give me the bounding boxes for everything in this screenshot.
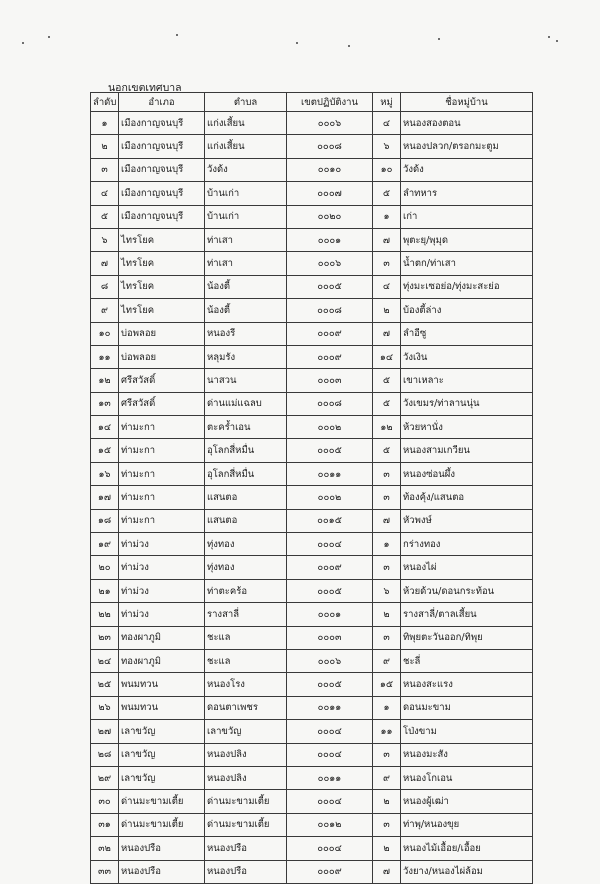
code-cell: ๐๐๐๕	[287, 275, 373, 298]
header-moo: หมู่	[373, 93, 401, 112]
row-number: ๑๔	[91, 416, 119, 439]
village-cell: หนองผู้เฒ่า	[401, 790, 533, 813]
moo-cell: ๔	[373, 112, 401, 135]
moo-cell: ๑๔	[373, 345, 401, 368]
subdistrict-cell: ด่านมะขามเตี้ย	[205, 813, 287, 836]
code-cell: ๐๐๑๒	[287, 813, 373, 836]
row-number: ๖	[91, 228, 119, 251]
table-row	[91, 556, 533, 579]
village-cell: หนองซ่อนผึ้ง	[401, 462, 533, 485]
district-cell: ท่ามะกา	[119, 462, 205, 485]
row-number: ๑๙	[91, 533, 119, 556]
row-number: ๒๓	[91, 626, 119, 649]
row-number: ๒๑	[91, 579, 119, 602]
moo-cell: ๓	[373, 626, 401, 649]
code-cell: ๐๐๒๐	[287, 205, 373, 228]
header-district: อำเภอ	[119, 93, 205, 112]
row-number: ๒๔	[91, 649, 119, 672]
village-cell: รางสาลี่/ตาลเสี้ยน	[401, 603, 533, 626]
code-cell: ๐๐๐๖	[287, 252, 373, 275]
row-number: ๓	[91, 158, 119, 181]
subdistrict-cell: ชะแล	[205, 626, 287, 649]
subdistrict-cell: หนองปลิง	[205, 743, 287, 766]
table-row	[91, 182, 533, 205]
table-row	[91, 275, 533, 298]
village-cell: วังยาง/หนองไผ่ล้อม	[401, 860, 533, 883]
row-number: ๑๖	[91, 462, 119, 485]
district-cell: ท่ามะกา	[119, 439, 205, 462]
district-cell: ไทรโยค	[119, 299, 205, 322]
code-cell: ๐๐๐๑	[287, 603, 373, 626]
moo-cell: ๒	[373, 790, 401, 813]
code-cell: ๐๐๑๑	[287, 766, 373, 789]
table-row	[91, 135, 533, 158]
district-cell: ศรีสวัสดิ์	[119, 369, 205, 392]
subdistrict-cell: น้องตี้	[205, 275, 287, 298]
code-cell: ๐๐๐๔	[287, 533, 373, 556]
table-row	[91, 766, 533, 789]
row-number: ๓๑	[91, 813, 119, 836]
village-cell: วังเขมร/ท่าลานนุ่น	[401, 392, 533, 415]
table-row	[91, 392, 533, 415]
table-row	[91, 112, 533, 135]
moo-cell: ๖	[373, 135, 401, 158]
table-row	[91, 416, 533, 439]
village-cell: หนองโกเอน	[401, 766, 533, 789]
district-cell: บ่อพลอย	[119, 345, 205, 368]
moo-cell: ๒	[373, 837, 401, 860]
subdistrict-cell: แก่งเสี้ยน	[205, 135, 287, 158]
table-row	[91, 603, 533, 626]
village-table	[90, 92, 533, 884]
moo-cell: ๓	[373, 462, 401, 485]
moo-cell: ๔	[373, 275, 401, 298]
code-cell: ๐๐๐๘	[287, 135, 373, 158]
row-number: ๑๕	[91, 439, 119, 462]
subdistrict-cell: หนองรี	[205, 322, 287, 345]
subdistrict-cell: น้องตี้	[205, 299, 287, 322]
village-cell: ห้วยหานั่ง	[401, 416, 533, 439]
village-cell: เก่า	[401, 205, 533, 228]
row-number: ๓๐	[91, 790, 119, 813]
code-cell: ๐๐๐๘	[287, 299, 373, 322]
village-cell: หนองสองตอน	[401, 112, 533, 135]
subdistrict-cell: แก่งเสี้ยน	[205, 112, 287, 135]
subdistrict-cell: หนองปรือ	[205, 837, 287, 860]
moo-cell: ๒	[373, 603, 401, 626]
code-cell: ๐๐๐๙	[287, 556, 373, 579]
district-cell: หนองปรือ	[119, 860, 205, 883]
village-cell: ทิพุยตะวันออก/ทิพุย	[401, 626, 533, 649]
village-cell: ลำอีซู	[401, 322, 533, 345]
table-row	[91, 509, 533, 532]
village-cell: เขาเหลาะ	[401, 369, 533, 392]
district-cell: ท่ามะกา	[119, 486, 205, 509]
village-cell: วังเงิน	[401, 345, 533, 368]
district-cell: เมืองกาญจนบุรี	[119, 158, 205, 181]
row-number: ๙	[91, 299, 119, 322]
district-cell: ท่ามะกา	[119, 509, 205, 532]
scan-speck	[176, 34, 178, 36]
code-cell: ๐๐๑๑	[287, 696, 373, 719]
code-cell: ๐๐๐๓	[287, 369, 373, 392]
row-number: ๕	[91, 205, 119, 228]
table-row	[91, 720, 533, 743]
moo-cell: ๓	[373, 813, 401, 836]
district-cell: ศรีสวัสดิ์	[119, 392, 205, 415]
code-cell: ๐๐๑๕	[287, 509, 373, 532]
code-cell: ๐๐๐๗	[287, 182, 373, 205]
village-cell: ท่าพุ/หนองขุย	[401, 813, 533, 836]
district-cell: เมืองกาญจนบุรี	[119, 182, 205, 205]
row-number: ๒๕	[91, 673, 119, 696]
subdistrict-cell: ตะคร้ำเอน	[205, 416, 287, 439]
code-cell: ๐๐๐๓	[287, 626, 373, 649]
village-cell: หนองปลวก/ตรอกมะตูม	[401, 135, 533, 158]
code-cell: ๐๐๐๙	[287, 345, 373, 368]
table-row	[91, 345, 533, 368]
table-row	[91, 369, 533, 392]
moo-cell: ๗	[373, 509, 401, 532]
moo-cell: ๒	[373, 299, 401, 322]
village-cell: หนองมะสัง	[401, 743, 533, 766]
header-village: ชื่อหมู่บ้าน	[401, 93, 533, 112]
table-row	[91, 252, 533, 275]
moo-cell: ๑๕	[373, 673, 401, 696]
scan-speck	[438, 38, 440, 40]
district-cell: ด่านมะขามเตี้ย	[119, 813, 205, 836]
moo-cell: ๕	[373, 439, 401, 462]
subdistrict-cell: ดอนตาเพชร	[205, 696, 287, 719]
district-cell: เลาขวัญ	[119, 720, 205, 743]
moo-cell: ๖	[373, 579, 401, 602]
code-cell: ๐๐๐๔	[287, 720, 373, 743]
row-number: ๑๑	[91, 345, 119, 368]
moo-cell: ๑	[373, 533, 401, 556]
village-cell: ชะลี่	[401, 649, 533, 672]
village-cell: ดอนมะขาม	[401, 696, 533, 719]
village-cell: ห้วยด้วน/ดอนกระท้อน	[401, 579, 533, 602]
village-cell: หนองสามเกวียน	[401, 439, 533, 462]
scan-speck	[22, 42, 24, 44]
subdistrict-cell: รางสาลี่	[205, 603, 287, 626]
village-cell: โป่งขาม	[401, 720, 533, 743]
subdistrict-cell: ทุ่งทอง	[205, 533, 287, 556]
moo-cell: ๕	[373, 392, 401, 415]
code-cell: ๐๐๐๔	[287, 790, 373, 813]
table-row	[91, 743, 533, 766]
subdistrict-cell: แสนตอ	[205, 509, 287, 532]
village-cell: ทุ่งมะเซอย่อ/ทุ่งมะสะย่อ	[401, 275, 533, 298]
district-cell: เลาขวัญ	[119, 743, 205, 766]
moo-cell: ๕	[373, 182, 401, 205]
code-cell: ๐๐๐๕	[287, 439, 373, 462]
subdistrict-cell: หลุมรัง	[205, 345, 287, 368]
section-title: นอกเขตเทศบาล	[108, 82, 182, 94]
moo-cell: ๑๒	[373, 416, 401, 439]
moo-cell: ๓	[373, 486, 401, 509]
table-row	[91, 673, 533, 696]
row-number: ๑๗	[91, 486, 119, 509]
district-cell: ไทรโยค	[119, 275, 205, 298]
village-cell: หัวพงษ์	[401, 509, 533, 532]
code-cell: ๐๐๑๑	[287, 462, 373, 485]
district-cell: ทองผาภูมิ	[119, 649, 205, 672]
code-cell: ๐๐๐๕	[287, 673, 373, 696]
subdistrict-cell: ท่าเสา	[205, 228, 287, 251]
village-cell: น้ำตก/ท่าเสา	[401, 252, 533, 275]
scan-speck	[348, 45, 350, 47]
subdistrict-cell: วังด้ง	[205, 158, 287, 181]
village-cell: หนองไม้เอื้อย/เอื้อย	[401, 837, 533, 860]
subdistrict-cell: อุโลกสี่หมื่น	[205, 439, 287, 462]
district-cell: หนองปรือ	[119, 837, 205, 860]
code-cell: ๐๐๐๙	[287, 322, 373, 345]
row-number: ๑๐	[91, 322, 119, 345]
subdistrict-cell: บ้านเก่า	[205, 182, 287, 205]
row-number: ๒๙	[91, 766, 119, 789]
table-row	[91, 626, 533, 649]
district-cell: ท่าม่วง	[119, 533, 205, 556]
header-subdistrict: ตำบล	[205, 93, 287, 112]
row-number: ๑	[91, 112, 119, 135]
row-number: ๑๘	[91, 509, 119, 532]
table-row	[91, 228, 533, 251]
table-row	[91, 462, 533, 485]
village-cell: พุตะยุ/พุมุด	[401, 228, 533, 251]
village-cell: กร่างทอง	[401, 533, 533, 556]
code-cell: ๐๐๐๒	[287, 486, 373, 509]
row-number: ๑๓	[91, 392, 119, 415]
subdistrict-cell: อุโลกสี่หมื่น	[205, 462, 287, 485]
subdistrict-cell: หนองปลิง	[205, 766, 287, 789]
code-cell: ๐๐๑๐	[287, 158, 373, 181]
district-cell: เลาขวัญ	[119, 766, 205, 789]
moo-cell: ๙	[373, 649, 401, 672]
subdistrict-cell: ด่านมะขามเตี้ย	[205, 790, 287, 813]
header-no: ลำดับ	[91, 93, 119, 112]
village-cell: ลำทหาร	[401, 182, 533, 205]
table-row	[91, 579, 533, 602]
row-number: ๘	[91, 275, 119, 298]
code-cell: ๐๐๐๖	[287, 112, 373, 135]
moo-cell: ๓	[373, 252, 401, 275]
district-cell: ไทรโยค	[119, 252, 205, 275]
code-cell: ๐๐๐๔	[287, 837, 373, 860]
district-cell: พนมทวน	[119, 673, 205, 696]
moo-cell: ๑๐	[373, 158, 401, 181]
subdistrict-cell: ท่าตะคร้อ	[205, 579, 287, 602]
village-cell: บ้องตี้ล่าง	[401, 299, 533, 322]
subdistrict-cell: หนองปรือ	[205, 860, 287, 883]
subdistrict-cell: ด่านแม่แฉลบ	[205, 392, 287, 415]
subdistrict-cell: ทุ่งทอง	[205, 556, 287, 579]
scan-speck	[548, 36, 550, 38]
district-cell: ท่าม่วง	[119, 579, 205, 602]
village-cell: หนองไผ่	[401, 556, 533, 579]
row-number: ๒๗	[91, 720, 119, 743]
district-cell: เมืองกาญจนบุรี	[119, 205, 205, 228]
district-cell: ด่านมะขามเตี้ย	[119, 790, 205, 813]
district-cell: บ่อพลอย	[119, 322, 205, 345]
moo-cell: ๙	[373, 766, 401, 789]
moo-cell: ๗	[373, 860, 401, 883]
subdistrict-cell: เลาขวัญ	[205, 720, 287, 743]
district-cell: เมืองกาญจนบุรี	[119, 112, 205, 135]
code-cell: ๐๐๐๔	[287, 743, 373, 766]
village-cell: วังด้ง	[401, 158, 533, 181]
table-row	[91, 205, 533, 228]
header-code: เขตปฏิบัติงาน	[287, 93, 373, 112]
subdistrict-cell: บ้านเก่า	[205, 205, 287, 228]
table-header-row	[91, 93, 533, 112]
table-row	[91, 533, 533, 556]
moo-cell: ๑๑	[373, 720, 401, 743]
table-row	[91, 860, 533, 883]
district-cell: ไทรโยค	[119, 228, 205, 251]
table-row	[91, 439, 533, 462]
subdistrict-cell: แสนตอ	[205, 486, 287, 509]
code-cell: ๐๐๐๑	[287, 228, 373, 251]
district-cell: ท่ามะกา	[119, 416, 205, 439]
subdistrict-cell: ท่าเสา	[205, 252, 287, 275]
table-row	[91, 696, 533, 719]
table-row	[91, 486, 533, 509]
district-cell: พนมทวน	[119, 696, 205, 719]
code-cell: ๐๐๐๙	[287, 860, 373, 883]
subdistrict-cell: ชะแล	[205, 649, 287, 672]
row-number: ๔	[91, 182, 119, 205]
row-number: ๒	[91, 135, 119, 158]
village-cell: หนองสะแรง	[401, 673, 533, 696]
row-number: ๒๐	[91, 556, 119, 579]
table-row	[91, 322, 533, 345]
table-row	[91, 299, 533, 322]
district-cell: ทองผาภูมิ	[119, 626, 205, 649]
table-row	[91, 790, 533, 813]
scan-speck	[48, 36, 50, 38]
row-number: ๒๘	[91, 743, 119, 766]
moo-cell: ๓	[373, 556, 401, 579]
village-cell: ท้องคุ้ง/แสนตอ	[401, 486, 533, 509]
code-cell: ๐๐๐๕	[287, 579, 373, 602]
row-number: ๒๖	[91, 696, 119, 719]
table-row	[91, 158, 533, 181]
row-number: ๗	[91, 252, 119, 275]
code-cell: ๐๐๐๘	[287, 392, 373, 415]
code-cell: ๐๐๐๖	[287, 649, 373, 672]
moo-cell: ๕	[373, 369, 401, 392]
moo-cell: ๑	[373, 696, 401, 719]
moo-cell: ๗	[373, 228, 401, 251]
row-number: ๑๒	[91, 369, 119, 392]
table-row	[91, 649, 533, 672]
district-cell: ท่าม่วง	[119, 603, 205, 626]
scan-speck	[296, 42, 298, 44]
subdistrict-cell: นาสวน	[205, 369, 287, 392]
district-cell: เมืองกาญจนบุรี	[119, 135, 205, 158]
subdistrict-cell: หนองโรง	[205, 673, 287, 696]
row-number: ๓๓	[91, 860, 119, 883]
moo-cell: ๓	[373, 743, 401, 766]
table-row	[91, 837, 533, 860]
moo-cell: ๑	[373, 205, 401, 228]
row-number: ๓๒	[91, 837, 119, 860]
moo-cell: ๗	[373, 322, 401, 345]
district-cell: ท่าม่วง	[119, 556, 205, 579]
code-cell: ๐๐๐๒	[287, 416, 373, 439]
row-number: ๒๒	[91, 603, 119, 626]
scan-speck	[556, 40, 558, 42]
table-body	[91, 112, 533, 884]
